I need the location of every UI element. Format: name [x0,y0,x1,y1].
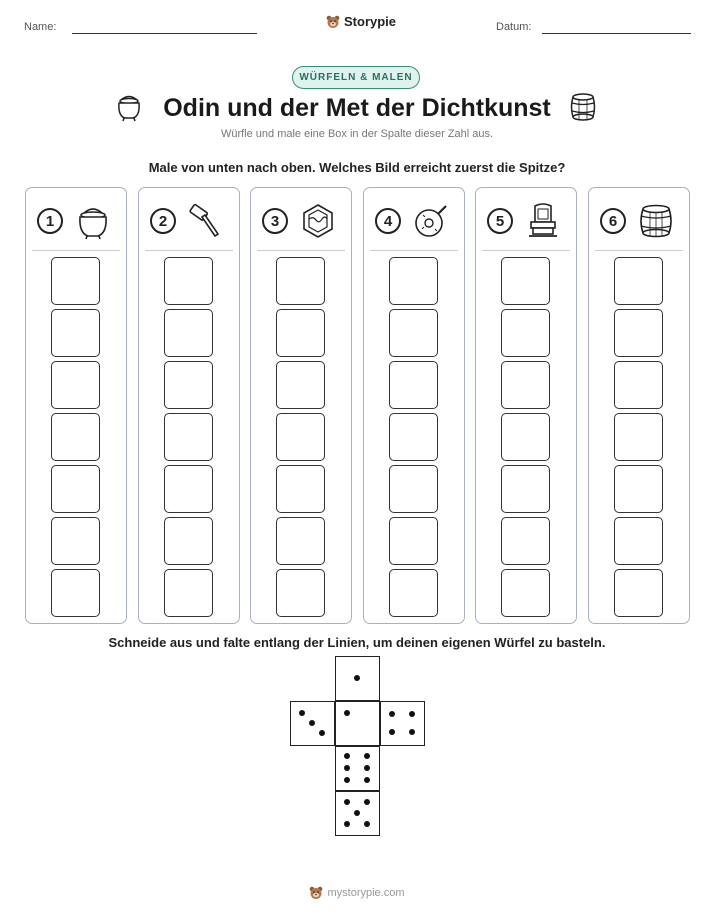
footer [0,886,714,900]
die-pip [364,777,370,783]
die-pip [319,730,325,736]
activity-badge: WÜRFELN & MALEN [292,66,420,89]
die-pip [364,753,370,759]
die-pip [344,799,350,805]
die-pip [354,810,360,816]
die-pip [344,821,350,827]
page-title: Odin und der Met der Dichtkunst [163,94,551,122]
die-pip [389,711,395,717]
date-label: Datum: [496,21,532,33]
column-number: 1 [37,208,63,234]
die-pip [344,710,350,716]
die-face-1 [335,656,380,701]
die-pip [364,821,370,827]
die-pip [309,720,315,726]
column-number: 3 [262,208,288,234]
die-face-3 [290,701,335,746]
die-pip [299,710,305,716]
bear-logo-icon [309,886,323,900]
die-pip [409,711,415,717]
die-pip [344,777,350,783]
column-number: 4 [375,208,401,234]
die-face-1 [335,701,380,746]
instruction-text: Male von unten nach oben. Welches Bild erreicht zuerst die Spitze? [148,160,566,175]
die-face-5 [335,791,380,836]
column-number: 2 [150,208,176,234]
name-label: Name: [24,21,57,33]
subtitle: Würfle und male eine Box in der Spalte dieser Zahl aus. [220,128,494,140]
die-pip [354,675,360,681]
die-pip [344,753,350,759]
column-number: 5 [487,208,513,234]
die-pip [389,729,395,735]
brand-name: Storypie [344,14,397,29]
die-face-4 [380,701,425,746]
die-face-6 [335,746,380,791]
die-pip [409,729,415,735]
cut-instruction: Schneide aus und falte entlang der Linien, um deinen eigenen Würfel zu basteln. [108,635,606,650]
die-pip [344,765,350,771]
die-pip [364,765,370,771]
footer-url: mystorypie.com [327,887,405,899]
column-number: 6 [600,208,626,234]
die-pip [364,799,370,805]
